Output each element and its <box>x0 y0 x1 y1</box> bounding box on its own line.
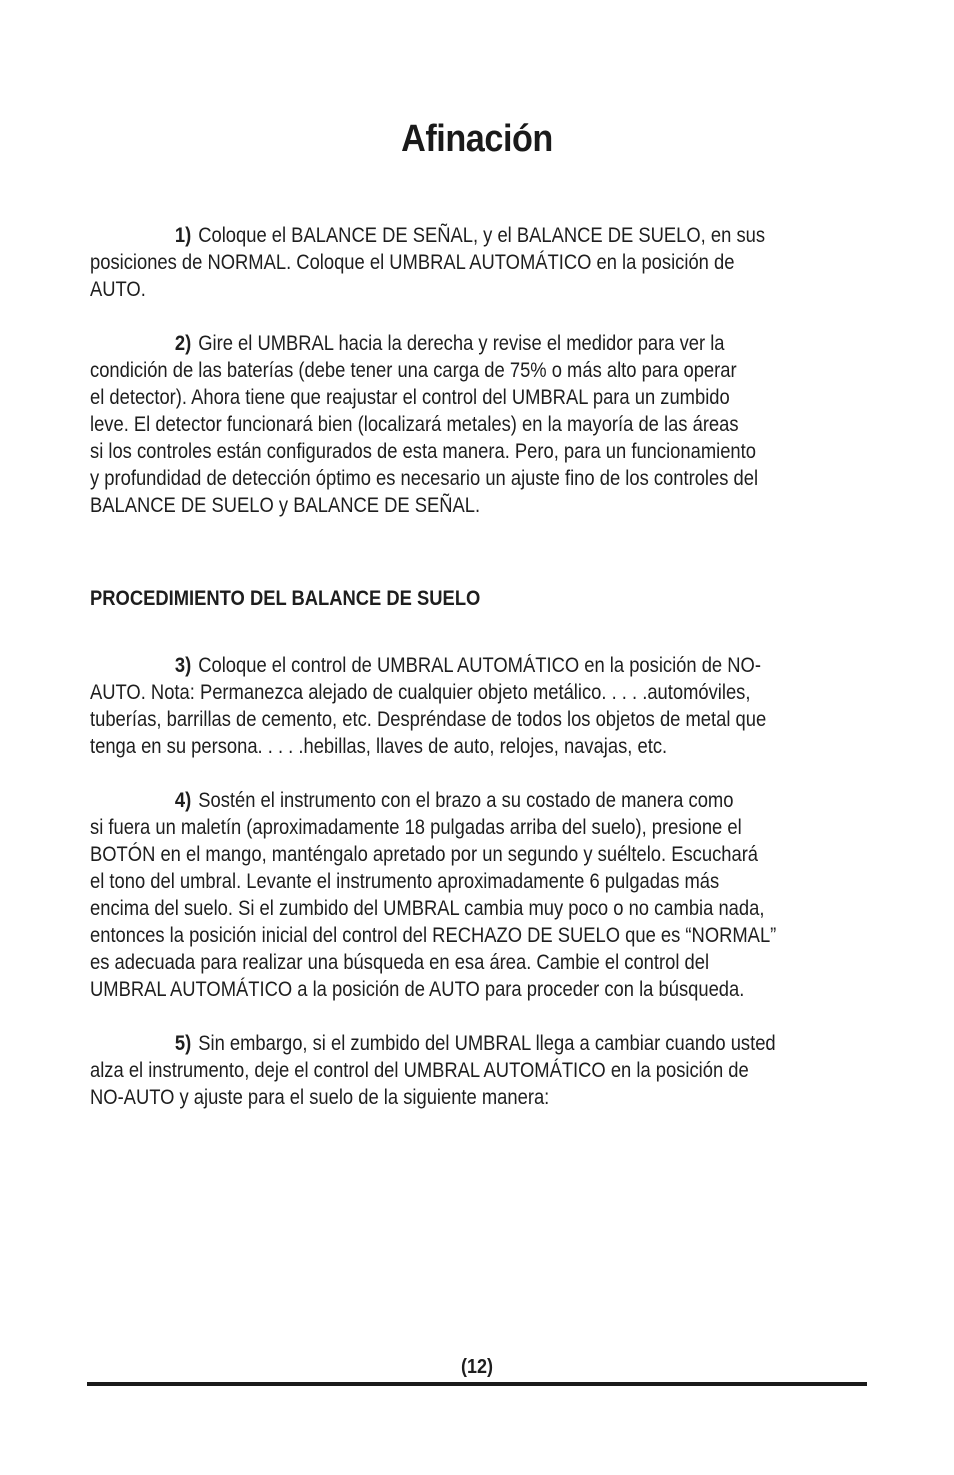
paragraph-5 <box>90 1030 790 1111</box>
paragraph-line: 4) Sostén el instrumento con el brazo a su costado de manera como <box>174 789 734 812</box>
paragraph-3 <box>90 652 790 760</box>
paragraph-line: condición de las baterías (debe tener una carga de 75% o más alto para operar <box>90 359 737 382</box>
page-number: (12) <box>460 1356 494 1378</box>
page-title: Afinación <box>401 118 553 160</box>
paragraph-line: BALANCE DE SUELO y BALANCE DE SEÑAL. <box>90 494 481 517</box>
paragraph-number: 2) <box>174 332 192 355</box>
paragraph-line: 1) Coloque el BALANCE DE SEÑAL, y el BALANCE DE SUELO, en sus <box>174 224 766 247</box>
paragraph-line: entonces la posición inicial del control del RECHAZO DE SUELO que es “NORMAL” <box>90 924 777 947</box>
paragraph-line: es adecuada para realizar una búsqueda en esa área. Cambie el control del <box>90 951 710 974</box>
paragraph-number: 5) <box>174 1032 192 1055</box>
paragraph-line: alza el instrumento, deje el control del UMBRAL AUTOMÁTICO en la posición de <box>90 1059 749 1082</box>
paragraph-1 <box>90 222 790 303</box>
paragraph-line: si los controles están configurados de esta manera. Pero, para un funcionamiento <box>90 440 756 463</box>
paragraph-line: NO-AUTO y ajuste para el suelo de la siguiente manera: <box>90 1086 550 1109</box>
paragraph-line: encima del suelo. Si el zumbido del UMBRAL cambia muy poco o no cambia nada, <box>90 897 765 920</box>
paragraph-line: leve. El detector funcionará bien (localizará metales) en la mayoría de las áreas <box>90 413 739 436</box>
footer-rule <box>87 1382 867 1386</box>
paragraph-line: si fuera un maletín (aproximadamente 18 pulgadas arriba del suelo), presione el <box>90 816 742 839</box>
paragraph-line: tuberías, barrillas de cemento, etc. Despréndase de todos los objetos de metal que <box>90 708 767 731</box>
paragraph-4 <box>90 787 790 1003</box>
paragraph-number: 3) <box>174 654 192 677</box>
paragraph-line: AUTO. <box>90 278 146 301</box>
paragraph-line: el tono del umbral. Levante el instrumento aproximadamente 6 pulgadas más <box>90 870 720 893</box>
paragraph-2 <box>90 330 790 519</box>
paragraph-number: 4) <box>174 789 192 812</box>
paragraph-line: posiciones de NORMAL. Coloque el UMBRAL AUTOMÁTICO en la posición de <box>90 251 735 274</box>
paragraph-line: tenga en su persona. . . . .hebillas, llaves de auto, relojes, navajas, etc. <box>90 735 668 758</box>
section-heading: PROCEDIMIENTO DEL BALANCE DE SUELO <box>90 587 481 610</box>
paragraph-line: BOTÓN en el mango, manténgalo apretado por un segundo y suéltelo. Escuchará <box>90 843 759 866</box>
paragraph-number: 1) <box>174 224 192 247</box>
paragraph-line: y profundidad de detección óptimo es necesario un ajuste fino de los controles del <box>90 467 759 490</box>
paragraph-line: UMBRAL AUTOMÁTICO a la posición de AUTO para proceder con la búsqueda. <box>90 978 745 1001</box>
paragraph-line: 2) Gire el UMBRAL hacia la derecha y revise el medidor para ver la <box>174 332 725 355</box>
paragraph-line: AUTO. Nota: Permanezca alejado de cualquier objeto metálico. . . . .automóviles, <box>90 681 751 704</box>
paragraph-line: 5) Sin embargo, si el zumbido del UMBRAL llega a cambiar cuando usted <box>174 1032 776 1055</box>
paragraph-line: el detector). Ahora tiene que reajustar el control del UMBRAL para un zumbido <box>90 386 730 409</box>
paragraph-line: 3) Coloque el control de UMBRAL AUTOMÁTICO en la posición de NO- <box>174 654 761 677</box>
